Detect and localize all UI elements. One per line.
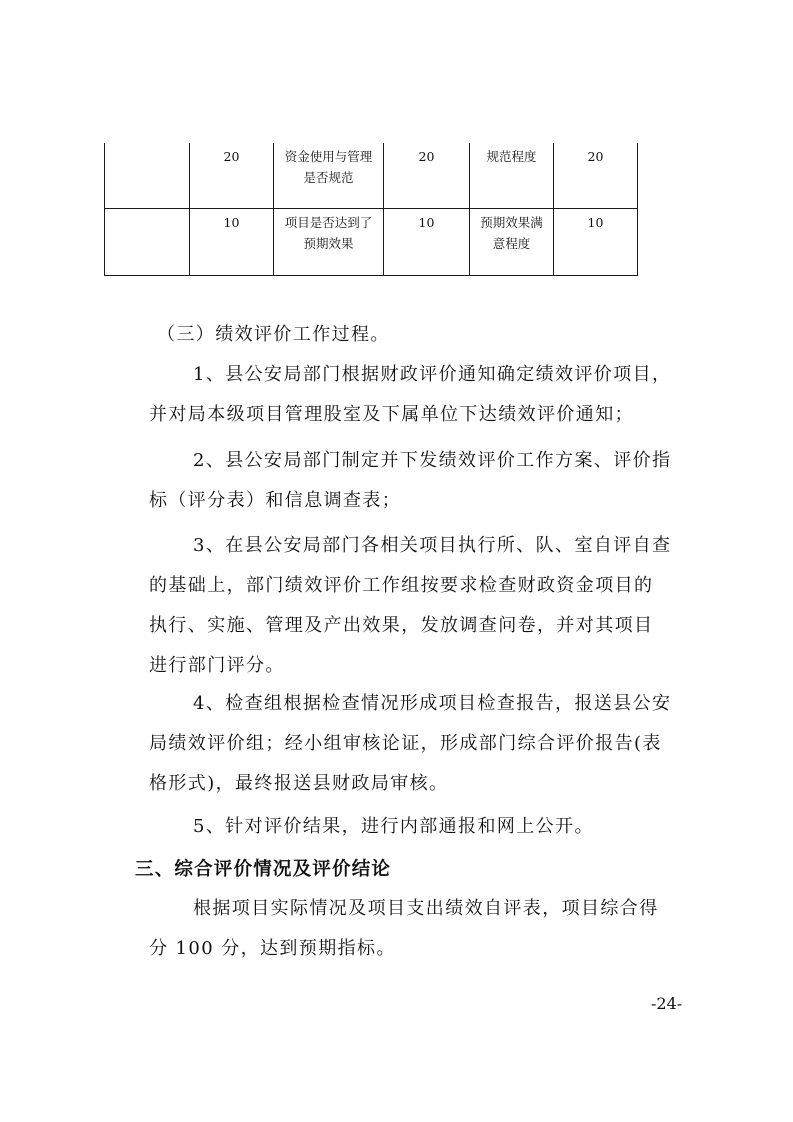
paragraph-line: 格形式)，最终报送县财政局审核。: [149, 773, 449, 794]
paragraph-line: 2、县公安局部门制定并下发绩效评价工作方案、评价指: [193, 450, 672, 471]
paragraph-line: 1、县公安局部门根据财政评价通知确定绩效评价项目，: [193, 364, 672, 385]
paragraph-line: 分 100 分，达到预期指标。: [149, 938, 396, 959]
paragraph-line: 进行部门评分。: [149, 655, 285, 676]
paragraph-line: 4、检查组根据检查情况形成项目检查报告，报送县公安: [193, 693, 672, 714]
table-cell: 20: [554, 143, 638, 208]
table-cell: 10: [384, 208, 470, 275]
score-table: [104, 143, 638, 276]
table-cell: [105, 143, 190, 208]
paragraph-line: 5、针对评价结果，进行内部通报和网上公开。: [193, 816, 594, 837]
paragraph-line: 根据项目实际情况及项目支出绩效自评表，项目综合得: [193, 898, 659, 919]
table-cell: 20: [190, 143, 274, 208]
table-cell: [105, 208, 190, 275]
section-subtitle: （三）绩效评价工作过程。: [157, 324, 390, 345]
table-row: [105, 208, 638, 275]
paragraph-line: 3、在县公安局部门各相关项目执行所、队、室自评自查: [193, 535, 672, 556]
paragraph-line: 执行、实施、管理及产出效果，发放调查问卷，并对其项目: [149, 615, 654, 636]
table-cell: 预期效果满意程度: [470, 208, 554, 275]
table-cell: 20: [384, 143, 470, 208]
paragraph-line: 的基础上，部门绩效评价工作组按要求检查财政资金项目的: [149, 575, 654, 596]
paragraph-line: 并对局本级项目管理股室及下属单位下达绩效评价通知；: [149, 404, 634, 425]
table-cell: 资金使用与管理是否规范: [274, 143, 384, 208]
table-cell: 规范程度: [470, 143, 554, 208]
table-row: [105, 143, 638, 208]
section-heading: 三、综合评价情况及评价结论: [135, 859, 392, 880]
paragraph-line: 标（评分表）和信息调查表；: [149, 490, 402, 511]
paragraph-line: 局绩效评价组；经小组审核论证，形成部门综合评价报告(表: [149, 733, 662, 754]
table-cell: 10: [554, 208, 638, 275]
page-number: -24-: [651, 994, 683, 1013]
table-cell: 项目是否达到了预期效果: [274, 208, 384, 275]
table-cell: 10: [190, 208, 274, 275]
